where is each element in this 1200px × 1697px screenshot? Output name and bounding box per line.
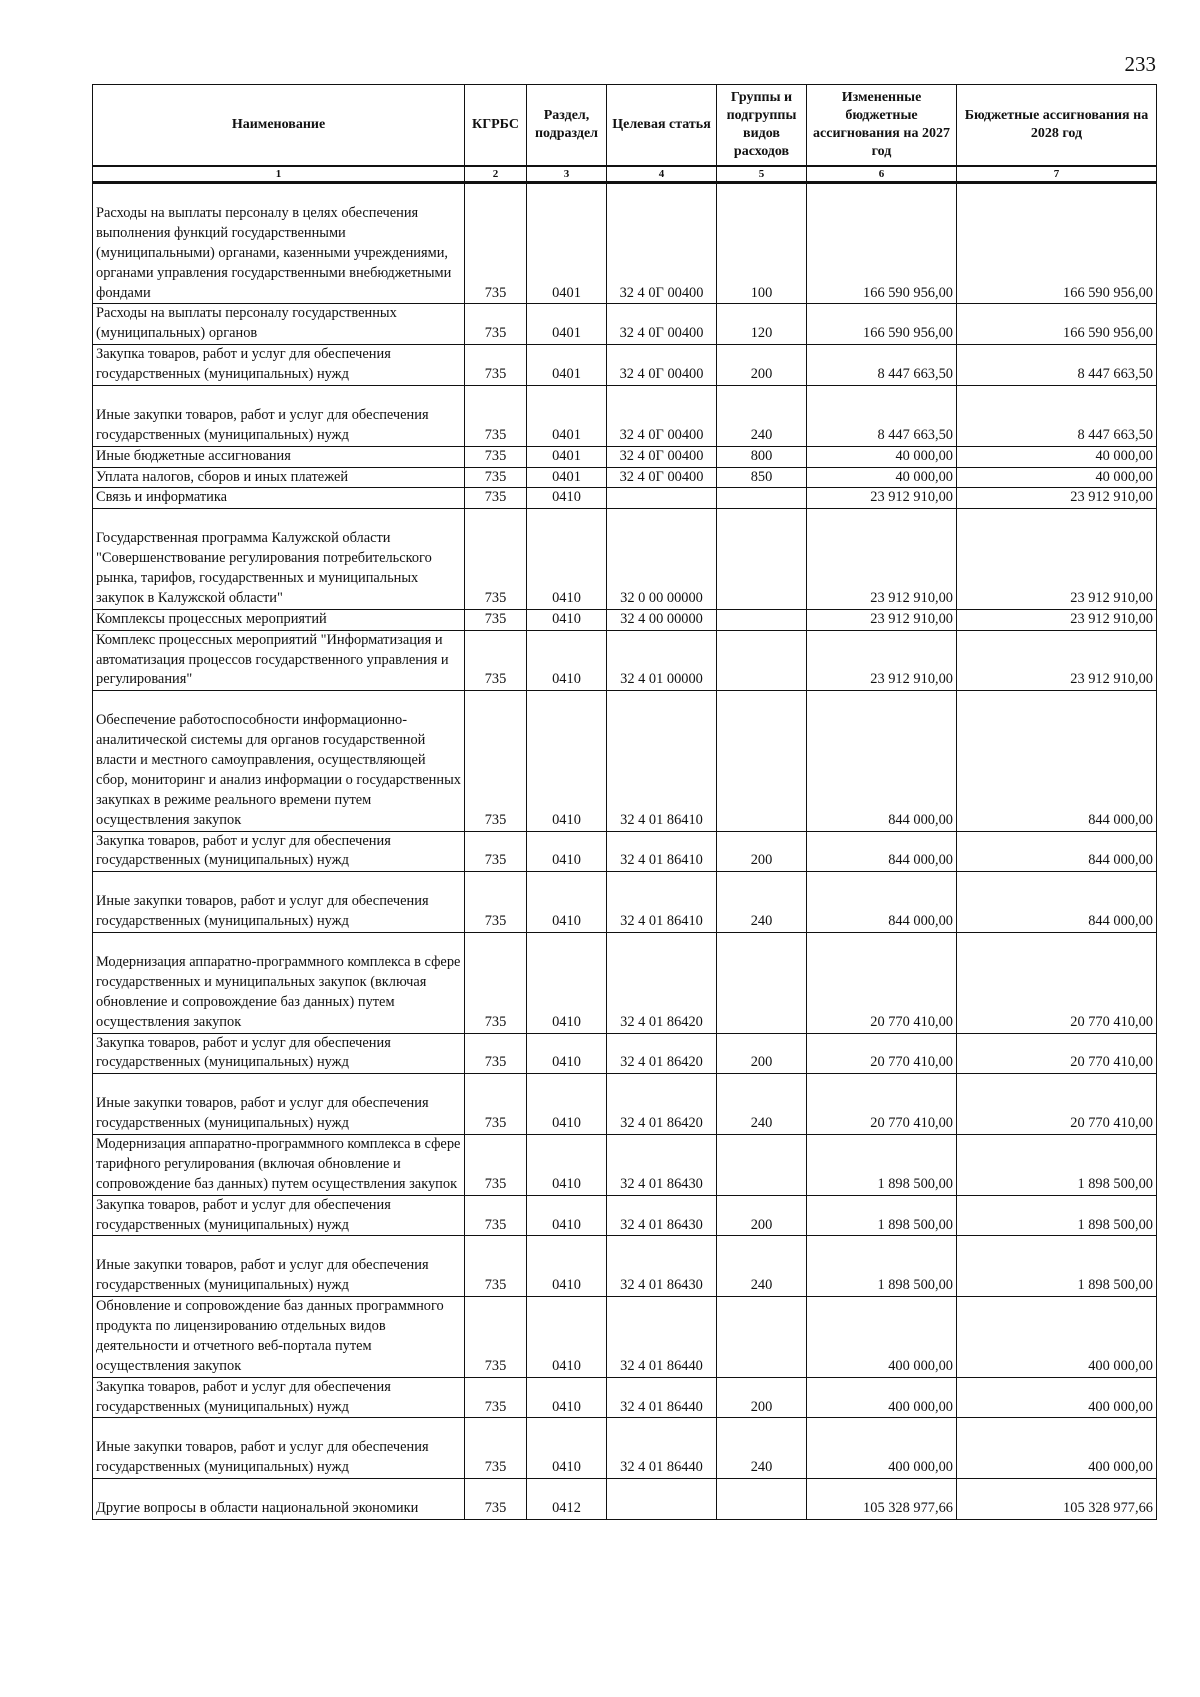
row-razdel: 0410 [527,691,607,831]
row-vid [717,1297,807,1378]
row-amount-2027: 166 590 956,00 [807,304,957,345]
row-vid [717,509,807,610]
row-razdel: 0401 [527,446,607,467]
row-amount-2028: 1 898 500,00 [957,1135,1157,1196]
row-name: Расходы на выплаты персоналу в целях обеспечения выполнения функций государственными (муниципальными) органами, казенными учреждениями, органами управления государственными внебюджетными фондами [93,183,465,304]
row-name: Модернизация аппаратно-программного комплекса в сфере государственных и муниципальных закупок (включая обновление и сопровождение баз данных) путем осуществления закупок [93,933,465,1034]
row-razdel: 0410 [527,1135,607,1196]
row-kgrbs: 735 [465,872,527,933]
row-name: Закупка товаров, работ и услуг для обеспечения государственных (муниципальных) нужд [93,1195,465,1236]
row-vid: 120 [717,304,807,345]
row-kgrbs: 735 [465,509,527,610]
row-amount-2028: 844 000,00 [957,872,1157,933]
row-name: Расходы на выплаты персоналу государственных (муниципальных) органов [93,304,465,345]
row-name: Связь и информатика [93,488,465,509]
row-statya: 32 4 01 86430 [607,1135,717,1196]
header-statya: Целевая статья [607,85,717,167]
row-vid: 240 [717,1418,807,1479]
row-name: Иные закупки товаров, работ и услуг для обеспечения государственных (муниципальных) нужд [93,385,465,446]
row-kgrbs: 735 [465,183,527,304]
row-vid [717,630,807,691]
row-kgrbs: 735 [465,1236,527,1297]
row-amount-2027: 844 000,00 [807,872,957,933]
row-statya: 32 4 01 86410 [607,691,717,831]
row-vid: 200 [717,1033,807,1074]
table-row [93,872,1157,933]
row-vid [717,488,807,509]
row-razdel: 0410 [527,509,607,610]
row-amount-2027: 400 000,00 [807,1418,957,1479]
row-kgrbs: 735 [465,1479,527,1520]
table-row [93,1236,1157,1297]
table-row [93,1377,1157,1418]
row-amount-2028: 166 590 956,00 [957,304,1157,345]
budget-table [92,84,1157,1520]
column-number: 3 [527,166,607,183]
row-name: Иные закупки товаров, работ и услуг для обеспечения государственных (муниципальных) нужд [93,1074,465,1135]
row-name: Комплекс процессных мероприятий "Информатизация и автоматизация процессов государственного управления и регулирования" [93,630,465,691]
row-razdel: 0410 [527,630,607,691]
row-statya: 32 4 01 86440 [607,1377,717,1418]
row-amount-2028: 400 000,00 [957,1377,1157,1418]
table-row [93,691,1157,831]
row-amount-2028: 1 898 500,00 [957,1236,1157,1297]
row-vid: 200 [717,345,807,386]
row-kgrbs: 735 [465,385,527,446]
column-number-row [93,166,1157,183]
row-statya: 32 0 00 00000 [607,509,717,610]
row-razdel: 0410 [527,1418,607,1479]
row-amount-2028: 844 000,00 [957,831,1157,872]
row-vid [717,933,807,1034]
row-amount-2028: 8 447 663,50 [957,385,1157,446]
row-statya: 32 4 01 86420 [607,933,717,1034]
row-amount-2028: 1 898 500,00 [957,1195,1157,1236]
row-name: Другие вопросы в области национальной экономики [93,1479,465,1520]
row-amount-2028: 23 912 910,00 [957,630,1157,691]
row-statya: 32 4 01 00000 [607,630,717,691]
table-row [93,1418,1157,1479]
table-row [93,509,1157,610]
row-razdel: 0410 [527,1195,607,1236]
row-amount-2028: 8 447 663,50 [957,345,1157,386]
row-razdel: 0410 [527,872,607,933]
row-amount-2027: 844 000,00 [807,831,957,872]
page-number: 233 [1124,52,1156,76]
row-razdel: 0410 [527,831,607,872]
table-row [93,1297,1157,1378]
row-amount-2027: 20 770 410,00 [807,1033,957,1074]
row-razdel: 0410 [527,1297,607,1378]
row-amount-2027: 1 898 500,00 [807,1236,957,1297]
table-row [93,345,1157,386]
row-kgrbs: 735 [465,446,527,467]
header-row [93,85,1157,167]
row-name: Уплата налогов, сборов и иных платежей [93,467,465,488]
row-statya: 32 4 01 86410 [607,872,717,933]
table-row [93,630,1157,691]
row-statya [607,1479,717,1520]
row-kgrbs: 735 [465,630,527,691]
row-name: Иные закупки товаров, работ и услуг для обеспечения государственных (муниципальных) нужд [93,872,465,933]
header-2028: Бюджетные ассигнования на 2028 год [957,85,1157,167]
row-vid: 100 [717,183,807,304]
row-kgrbs: 735 [465,488,527,509]
row-amount-2028: 40 000,00 [957,467,1157,488]
header-razdel: Раздел, подраздел [527,85,607,167]
row-statya: 32 4 01 86420 [607,1033,717,1074]
row-statya: 32 4 00 00000 [607,609,717,630]
row-amount-2028: 20 770 410,00 [957,1033,1157,1074]
column-number: 1 [93,166,465,183]
row-razdel: 0401 [527,183,607,304]
row-name: Иные закупки товаров, работ и услуг для обеспечения государственных (муниципальных) нужд [93,1236,465,1297]
table-row [93,1033,1157,1074]
row-vid: 240 [717,1074,807,1135]
row-name: Иные бюджетные ассигнования [93,446,465,467]
row-kgrbs: 735 [465,345,527,386]
row-razdel: 0410 [527,1236,607,1297]
row-vid: 850 [717,467,807,488]
row-statya: 32 4 01 86430 [607,1236,717,1297]
row-statya: 32 4 0Г 00400 [607,446,717,467]
row-statya [607,488,717,509]
row-statya: 32 4 0Г 00400 [607,385,717,446]
table-row [93,183,1157,304]
header-vid: Группы и подгруппы видов расходов [717,85,807,167]
row-amount-2028: 20 770 410,00 [957,1074,1157,1135]
row-kgrbs: 735 [465,1297,527,1378]
row-amount-2027: 20 770 410,00 [807,1074,957,1135]
table-row [93,1195,1157,1236]
row-kgrbs: 735 [465,1033,527,1074]
row-vid: 240 [717,872,807,933]
row-amount-2028: 400 000,00 [957,1297,1157,1378]
row-amount-2028: 23 912 910,00 [957,609,1157,630]
row-vid [717,691,807,831]
row-razdel: 0410 [527,1377,607,1418]
row-name: Иные закупки товаров, работ и услуг для обеспечения государственных (муниципальных) нужд [93,1418,465,1479]
row-kgrbs: 735 [465,304,527,345]
row-amount-2027: 105 328 977,66 [807,1479,957,1520]
header-kgrbs: КГРБС [465,85,527,167]
row-kgrbs: 735 [465,1135,527,1196]
row-kgrbs: 735 [465,933,527,1034]
row-vid: 200 [717,1377,807,1418]
row-amount-2028: 105 328 977,66 [957,1479,1157,1520]
row-razdel: 0401 [527,385,607,446]
row-vid [717,1135,807,1196]
row-kgrbs: 735 [465,831,527,872]
column-number: 4 [607,166,717,183]
table-row [93,933,1157,1034]
row-amount-2027: 400 000,00 [807,1377,957,1418]
row-amount-2027: 23 912 910,00 [807,609,957,630]
row-amount-2028: 23 912 910,00 [957,488,1157,509]
row-amount-2027: 40 000,00 [807,467,957,488]
row-razdel: 0412 [527,1479,607,1520]
row-kgrbs: 735 [465,1195,527,1236]
row-vid [717,609,807,630]
row-amount-2028: 23 912 910,00 [957,509,1157,610]
row-vid: 800 [717,446,807,467]
row-statya: 32 4 01 86440 [607,1418,717,1479]
row-razdel: 0410 [527,1033,607,1074]
row-amount-2027: 20 770 410,00 [807,933,957,1034]
row-name: Государственная программа Калужской области "Совершенствование регулирования потребительского рынка, тарифов, государственных и муниципальных закупок в Калужской области" [93,509,465,610]
row-amount-2027: 1 898 500,00 [807,1135,957,1196]
row-amount-2027: 8 447 663,50 [807,345,957,386]
row-kgrbs: 735 [465,1418,527,1479]
row-amount-2028: 166 590 956,00 [957,183,1157,304]
row-name: Закупка товаров, работ и услуг для обеспечения государственных (муниципальных) нужд [93,831,465,872]
table-row [93,1074,1157,1135]
table-row [93,385,1157,446]
row-name: Комплексы процессных мероприятий [93,609,465,630]
row-amount-2027: 23 912 910,00 [807,509,957,610]
table-row [93,488,1157,509]
row-vid: 240 [717,1236,807,1297]
table-row [93,1135,1157,1196]
row-kgrbs: 735 [465,609,527,630]
row-statya: 32 4 01 86440 [607,1297,717,1378]
row-amount-2027: 1 898 500,00 [807,1195,957,1236]
row-razdel: 0410 [527,609,607,630]
row-razdel: 0401 [527,304,607,345]
row-amount-2027: 23 912 910,00 [807,488,957,509]
row-name: Обеспечение работоспособности информационно-аналитической системы для органов государственной власти и местного самоуправления, осуществляющей сбор, мониторинг и анализ информации о государственных закупках в режиме реального времени путем осуществления закупок [93,691,465,831]
row-razdel: 0410 [527,1074,607,1135]
header-2027: Измененные бюджетные ассигнования на 2027 год [807,85,957,167]
row-amount-2027: 40 000,00 [807,446,957,467]
table-row [93,304,1157,345]
column-number: 7 [957,166,1157,183]
row-statya: 32 4 01 86420 [607,1074,717,1135]
row-statya: 32 4 0Г 00400 [607,345,717,386]
row-amount-2027: 400 000,00 [807,1297,957,1378]
row-statya: 32 4 0Г 00400 [607,183,717,304]
row-kgrbs: 735 [465,1074,527,1135]
table-row [93,467,1157,488]
row-razdel: 0401 [527,467,607,488]
table-row [93,1479,1157,1520]
row-amount-2028: 400 000,00 [957,1418,1157,1479]
row-amount-2028: 844 000,00 [957,691,1157,831]
table-row [93,446,1157,467]
row-amount-2027: 166 590 956,00 [807,183,957,304]
row-name: Закупка товаров, работ и услуг для обеспечения государственных (муниципальных) нужд [93,345,465,386]
row-vid [717,1479,807,1520]
row-amount-2027: 844 000,00 [807,691,957,831]
row-kgrbs: 735 [465,691,527,831]
row-name: Обновление и сопровождение баз данных программного продукта по лицензированию отдельных видов деятельности и отчетного веб-портала путем осуществления закупок [93,1297,465,1378]
row-amount-2027: 8 447 663,50 [807,385,957,446]
column-number: 2 [465,166,527,183]
row-amount-2028: 20 770 410,00 [957,933,1157,1034]
row-vid: 240 [717,385,807,446]
row-razdel: 0401 [527,345,607,386]
row-kgrbs: 735 [465,467,527,488]
row-name: Модернизация аппаратно-программного комплекса в сфере тарифного регулирования (включая обновление и сопровождение баз данных) путем осуществления закупок [93,1135,465,1196]
row-razdel: 0410 [527,933,607,1034]
row-statya: 32 4 01 86430 [607,1195,717,1236]
column-number: 5 [717,166,807,183]
row-statya: 32 4 0Г 00400 [607,467,717,488]
row-statya: 32 4 01 86410 [607,831,717,872]
table-row [93,609,1157,630]
column-number: 6 [807,166,957,183]
row-razdel: 0410 [527,488,607,509]
header-name: Наименование [93,85,465,167]
row-amount-2027: 23 912 910,00 [807,630,957,691]
row-amount-2028: 40 000,00 [957,446,1157,467]
table-row [93,831,1157,872]
row-vid: 200 [717,831,807,872]
row-name: Закупка товаров, работ и услуг для обеспечения государственных (муниципальных) нужд [93,1377,465,1418]
row-statya: 32 4 0Г 00400 [607,304,717,345]
row-vid: 200 [717,1195,807,1236]
row-name: Закупка товаров, работ и услуг для обеспечения государственных (муниципальных) нужд [93,1033,465,1074]
row-kgrbs: 735 [465,1377,527,1418]
